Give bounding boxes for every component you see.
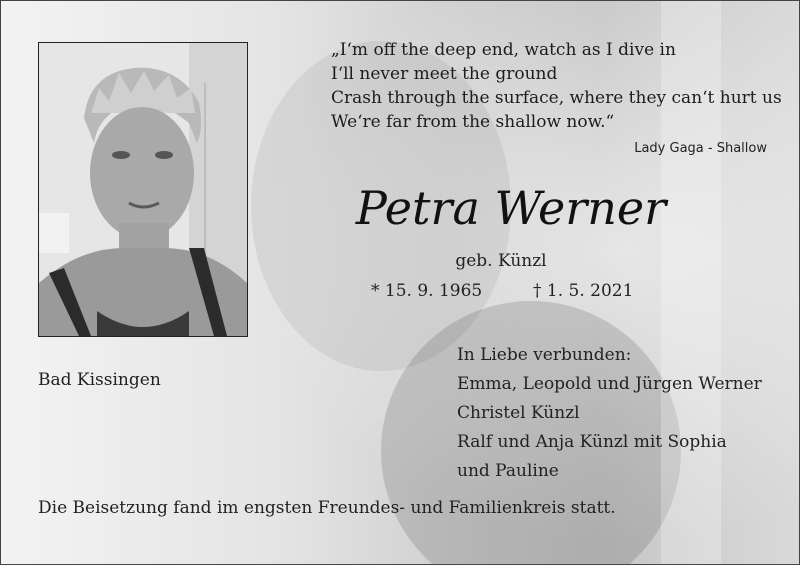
birth-date: * 15. 9. 1965 [371, 281, 483, 301]
quote-line: I‘ll never meet the ground [331, 64, 558, 84]
family-line: und Pauline [457, 461, 559, 481]
quote-line: „I‘m off the deep end, watch as I dive in [331, 40, 676, 60]
family-block [457, 341, 787, 486]
family-line: Ralf und Anja Künzl mit Sophia [457, 432, 727, 452]
quote-source: Lady Gaga - Shallow [634, 141, 767, 156]
family-line: In Liebe verbunden: [457, 345, 632, 365]
family-line: Christel Künzl [457, 403, 580, 423]
burial-note: Die Beisetzung fand im engsten Freundes- und Familienkreis statt. [38, 498, 616, 518]
death-date: † 1. 5. 2021 [533, 281, 634, 301]
location: Bad Kissingen [38, 370, 161, 390]
quote-block [331, 38, 782, 134]
quote-line: We‘re far from the shallow now.“ [331, 112, 615, 132]
portrait-illustration [39, 43, 247, 336]
family-line: Emma, Leopold und Jürgen Werner [457, 374, 762, 394]
deceased-name: Petra Werner [355, 181, 667, 235]
portrait-photo [38, 42, 248, 337]
quote-line: Crash through the surface, where they can‘t hurt us [331, 88, 782, 108]
maiden-name: geb. Künzl [455, 251, 547, 271]
